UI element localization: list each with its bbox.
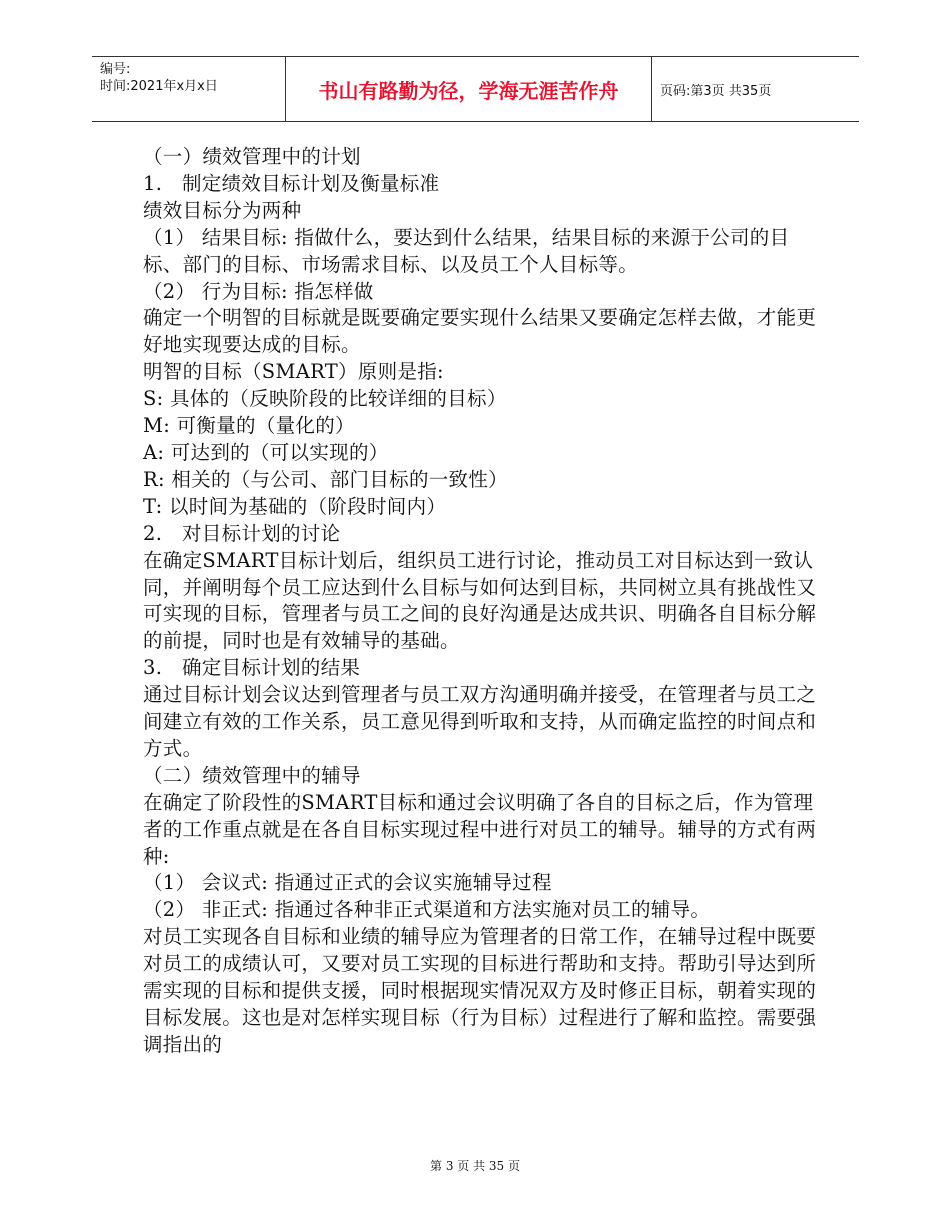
subheading-2: 2. 对目标计划的讨论 — [143, 521, 341, 545]
smart-item-t: T: 以时间为基础的（阶段时间内） — [143, 494, 447, 518]
smart-item-r: R: 相关的（与公司、部门目标的一致性） — [143, 467, 508, 491]
document-body — [143, 144, 823, 1059]
subheading-1: 1. 制定绩效目标计划及衡量标准 — [143, 171, 440, 195]
paragraph: （1） 结果目标: 指做什么，要达到什么结果，结果目标的来源于公司的目标、部门的目标、市场需求目标、以及员工个人目标等。 — [143, 225, 790, 276]
section-heading-coaching: （二）绩效管理中的辅导 — [143, 763, 361, 787]
paragraph: 在确定SMART目标计划后，组织员工进行讨论，推动员工对目标达到一致认同，并阐明每个员工应达到什么目标与如何达到目标，共同树立具有挑战性又可实现的目标，管理者与员工之间的良好沟通是达成共识、明确各自目标分解的前提，同时也是有效辅导的基础。 — [143, 548, 817, 653]
paragraph: 在确定了阶段性的SMART目标和通过会议明确了各自的目标之后，作为管理者的工作重点就是在各自目标实现过程中进行对员工的辅导。辅导的方式有两种: — [143, 790, 817, 868]
document-time-label: 时间:2021年x月x日 — [100, 79, 218, 94]
header-motto: 书山有路勤为径，学海无涯苦作舟 — [285, 57, 652, 121]
paragraph: （2） 行为目标: 指怎样做 — [143, 279, 374, 303]
section-heading-plan: （一）绩效管理中的计划 — [143, 145, 361, 168]
paragraph: 绩效目标分为两种 — [143, 198, 302, 222]
smart-item-s: S: 具体的（反映阶段的比较详细的目标） — [143, 387, 507, 411]
paragraph: 明智的目标（SMART）原则是指: — [143, 360, 444, 384]
paragraph: （1） 会议式: 指通过正式的会议实施辅导过程 — [143, 871, 552, 895]
paragraph: 通过目标计划会议达到管理者与员工双方沟通明确并接受，在管理者与员工之间建立有效的工作关系，员工意见得到听取和支持，从而确定监控的时间点和方式。 — [143, 683, 817, 760]
subheading-3: 3. 确定目标计划的结果 — [143, 656, 361, 680]
paragraph: （2） 非正式: 指通过各种非正式渠道和方法实施对员工的辅导。 — [143, 898, 711, 922]
header-page-info: 页码:第3页 共35页 — [660, 83, 772, 99]
smart-item-m: M: 可衡量的（量化的） — [143, 414, 355, 438]
smart-item-a: A: 可达到的（可以实现的） — [143, 440, 389, 464]
header-meta — [92, 57, 285, 121]
paragraph: 对员工实现各自目标和业绩的辅导应为管理者的日常工作，在辅导过程中既要对员工的成绩认可，又要对员工实现的目标进行帮助和支持。帮助引导达到所需实现的目标和提供支援，同时根据现实情况双方及时修正目标，朝着实现的目标发展。这也是对怎样实现目标（行为目标）过程进行了解和监控。需要强调指出的 — [143, 925, 817, 1056]
paragraph: 确定一个明智的目标就是既要确定要实现什么结果又要确定怎样去做，才能更好地实现要达成的目标。 — [143, 306, 817, 357]
page-header — [92, 56, 859, 122]
document-number-label: 编号: — [100, 62, 131, 77]
page-footer: 第 3 页 共 35 页 — [430, 1159, 520, 1173]
